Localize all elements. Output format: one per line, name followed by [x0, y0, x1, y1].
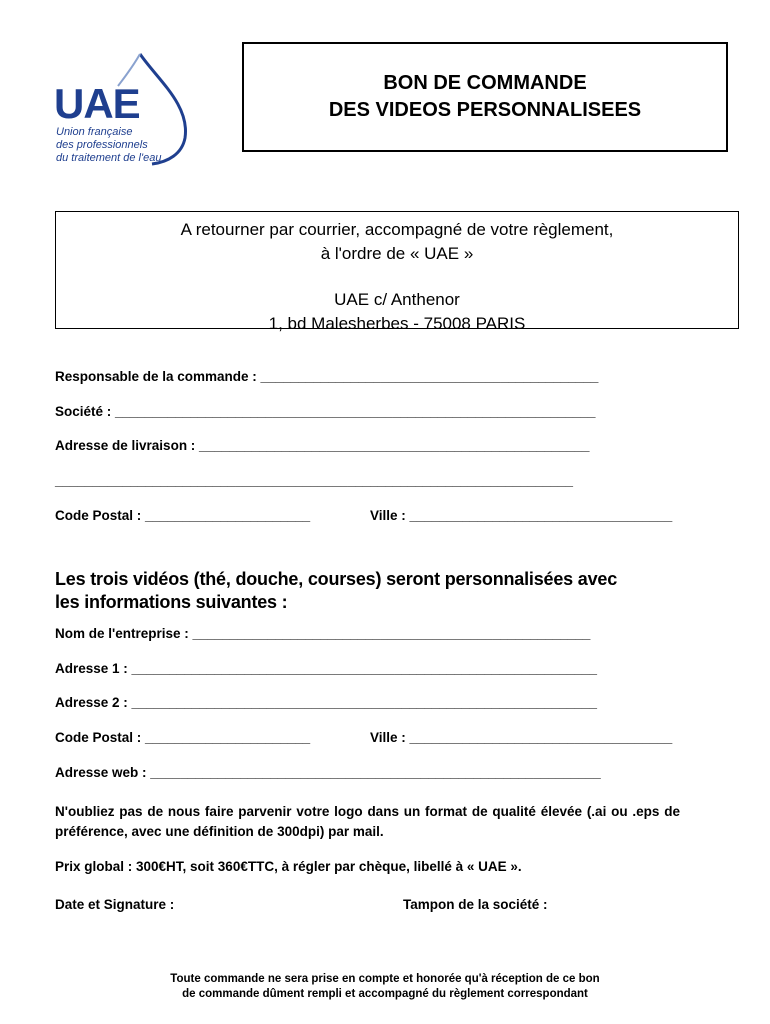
societe-field[interactable]: Société : ________________________________________________________________	[55, 404, 596, 419]
payable-to: à l'ordre de « UAE »	[320, 244, 474, 263]
address-street: 1, bd Malesherbes - 75008 PARIS	[268, 314, 526, 333]
company-name-field[interactable]: Nom de l'entreprise : _____________________________________________________	[55, 626, 591, 641]
title-line-1: BON DE COMMANDE	[383, 72, 587, 94]
footer-note: Toute commande ne sera prise en compte et honorée qu'à réception de ce bon de commande dûment rempli et accompagné du règlement correspondant	[170, 973, 600, 1000]
address-1-field[interactable]: Adresse 1 : ______________________________________________________________	[55, 661, 598, 676]
city-field[interactable]: Ville : ___________________________________	[370, 508, 673, 523]
logo-wordmark: UAE	[54, 80, 140, 127]
price-info: Prix global : 300€HT, soit 360€TTC, à régler par chèque, libellé à « UAE ».	[55, 859, 522, 874]
title-line-2: DES VIDEOS PERSONNALISEES	[328, 99, 642, 121]
postal-code-field[interactable]: Code Postal : ______________________	[55, 508, 311, 523]
delivery-address-field[interactable]: Adresse de livraison : ____________________________________________________	[55, 438, 590, 453]
logo-tagline: Union française des professionnels du traitement de l'eau	[56, 126, 162, 164]
stamp-label: Tampon de la société :	[403, 897, 548, 912]
return-instruction: A retourner par courrier, accompagné de votre règlement,	[180, 220, 614, 239]
return-address-box	[55, 211, 739, 333]
personalization-heading: Les trois vidéos (thé, douche, courses) seront personnalisées avec les informations suivantes :	[55, 569, 618, 612]
video-postal-code-field[interactable]: Code Postal : ______________________	[55, 730, 311, 745]
uae-logo	[40, 50, 200, 168]
title-box	[242, 42, 728, 152]
website-field[interactable]: Adresse web : ____________________________________________________________	[55, 765, 601, 780]
logo-note: N'oubliez pas de nous faire parvenir votre logo dans un format de qualité élevée (.ai ou .eps de préférence, avec une définition de 300dpi) par mail.	[55, 804, 680, 839]
delivery-address-continuation[interactable]: _____________________________________________________________________	[55, 473, 574, 488]
address-name: UAE c/ Anthenor	[334, 290, 460, 309]
video-city-field[interactable]: Ville : ___________________________________	[370, 730, 673, 745]
responsable-field[interactable]: Responsable de la commande : _____________________________________________	[55, 369, 599, 384]
address-2-field[interactable]: Adresse 2 : ______________________________________________________________	[55, 695, 598, 710]
signature-label: Date et Signature :	[55, 897, 175, 912]
